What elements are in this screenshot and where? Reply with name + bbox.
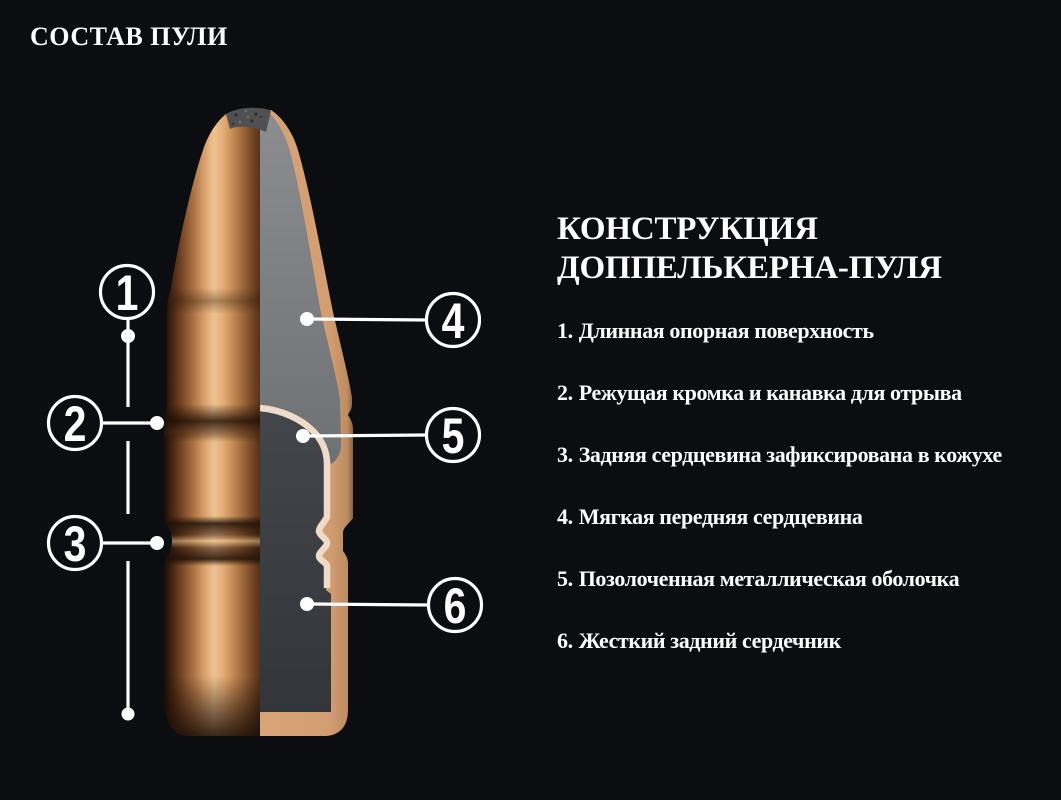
legend-item-6-number: 6. xyxy=(557,628,573,653)
legend-item-4-number: 4. xyxy=(557,504,573,529)
legend-item-5 xyxy=(557,567,1047,590)
callout-4-dot xyxy=(300,312,314,326)
page-title: СОСТАВ ПУЛИ xyxy=(30,22,228,51)
callout-2-number: 2 xyxy=(63,396,87,452)
callout-4-line xyxy=(311,319,427,320)
shoulder-shade xyxy=(164,288,260,314)
legend-item-6 xyxy=(557,629,1047,652)
legend-item-3-label: Задняя сердцевина зафиксирована в кожухе xyxy=(578,442,1002,467)
bullet-photo-half xyxy=(164,108,271,737)
callout-5-dot xyxy=(296,429,310,443)
callout-4-number: 4 xyxy=(441,293,465,349)
legend-panel xyxy=(557,210,1047,652)
legend-item-2 xyxy=(557,381,1047,404)
callout-3-dot xyxy=(150,536,164,550)
legend-list xyxy=(557,319,1047,652)
callout-6-line xyxy=(311,604,429,605)
bullet-cutaway-half xyxy=(260,110,353,736)
legend-item-4 xyxy=(557,505,1047,528)
legend-item-5-number: 5. xyxy=(557,566,573,591)
callout-6-number: 6 xyxy=(443,578,467,634)
legend-item-1-number: 1. xyxy=(557,318,573,343)
legend-item-1-label: Длинная опорная поверхность xyxy=(578,318,874,343)
legend-heading-line1: КОНСТРУКЦИЯ xyxy=(557,211,818,247)
legend-item-1 xyxy=(557,319,1047,342)
legend-heading-line2: ДОППЕЛЬКЕРНА-ПУЛЯ xyxy=(557,250,942,286)
callout-1-dot-top xyxy=(121,329,135,343)
legend-heading xyxy=(557,210,1047,288)
legend-item-2-label: Режущая кромка и канавка для отрыва xyxy=(578,380,962,405)
legend-item-3-number: 3. xyxy=(557,442,573,467)
callout-1-number: 1 xyxy=(115,265,139,321)
legend-item-3 xyxy=(557,443,1047,466)
callout-2-dot xyxy=(150,416,164,430)
legend-item-2-number: 2. xyxy=(557,380,573,405)
cutting-edge-groove xyxy=(164,404,260,442)
base-shade xyxy=(164,676,260,737)
legend-item-6-label: Жесткий задний сердечник xyxy=(578,628,841,653)
callout-1-dot-bottom xyxy=(122,708,135,721)
callout-5-number: 5 xyxy=(441,408,465,464)
callout-5-line xyxy=(307,435,427,436)
callout-6-dot xyxy=(300,597,314,611)
legend-item-4-label: Мягкая передняя сердцевина xyxy=(578,504,863,529)
cannelure-groove xyxy=(164,516,260,566)
callout-3-number: 3 xyxy=(63,516,87,572)
legend-item-5-label: Позолоченная металлическая оболочка xyxy=(578,566,960,591)
